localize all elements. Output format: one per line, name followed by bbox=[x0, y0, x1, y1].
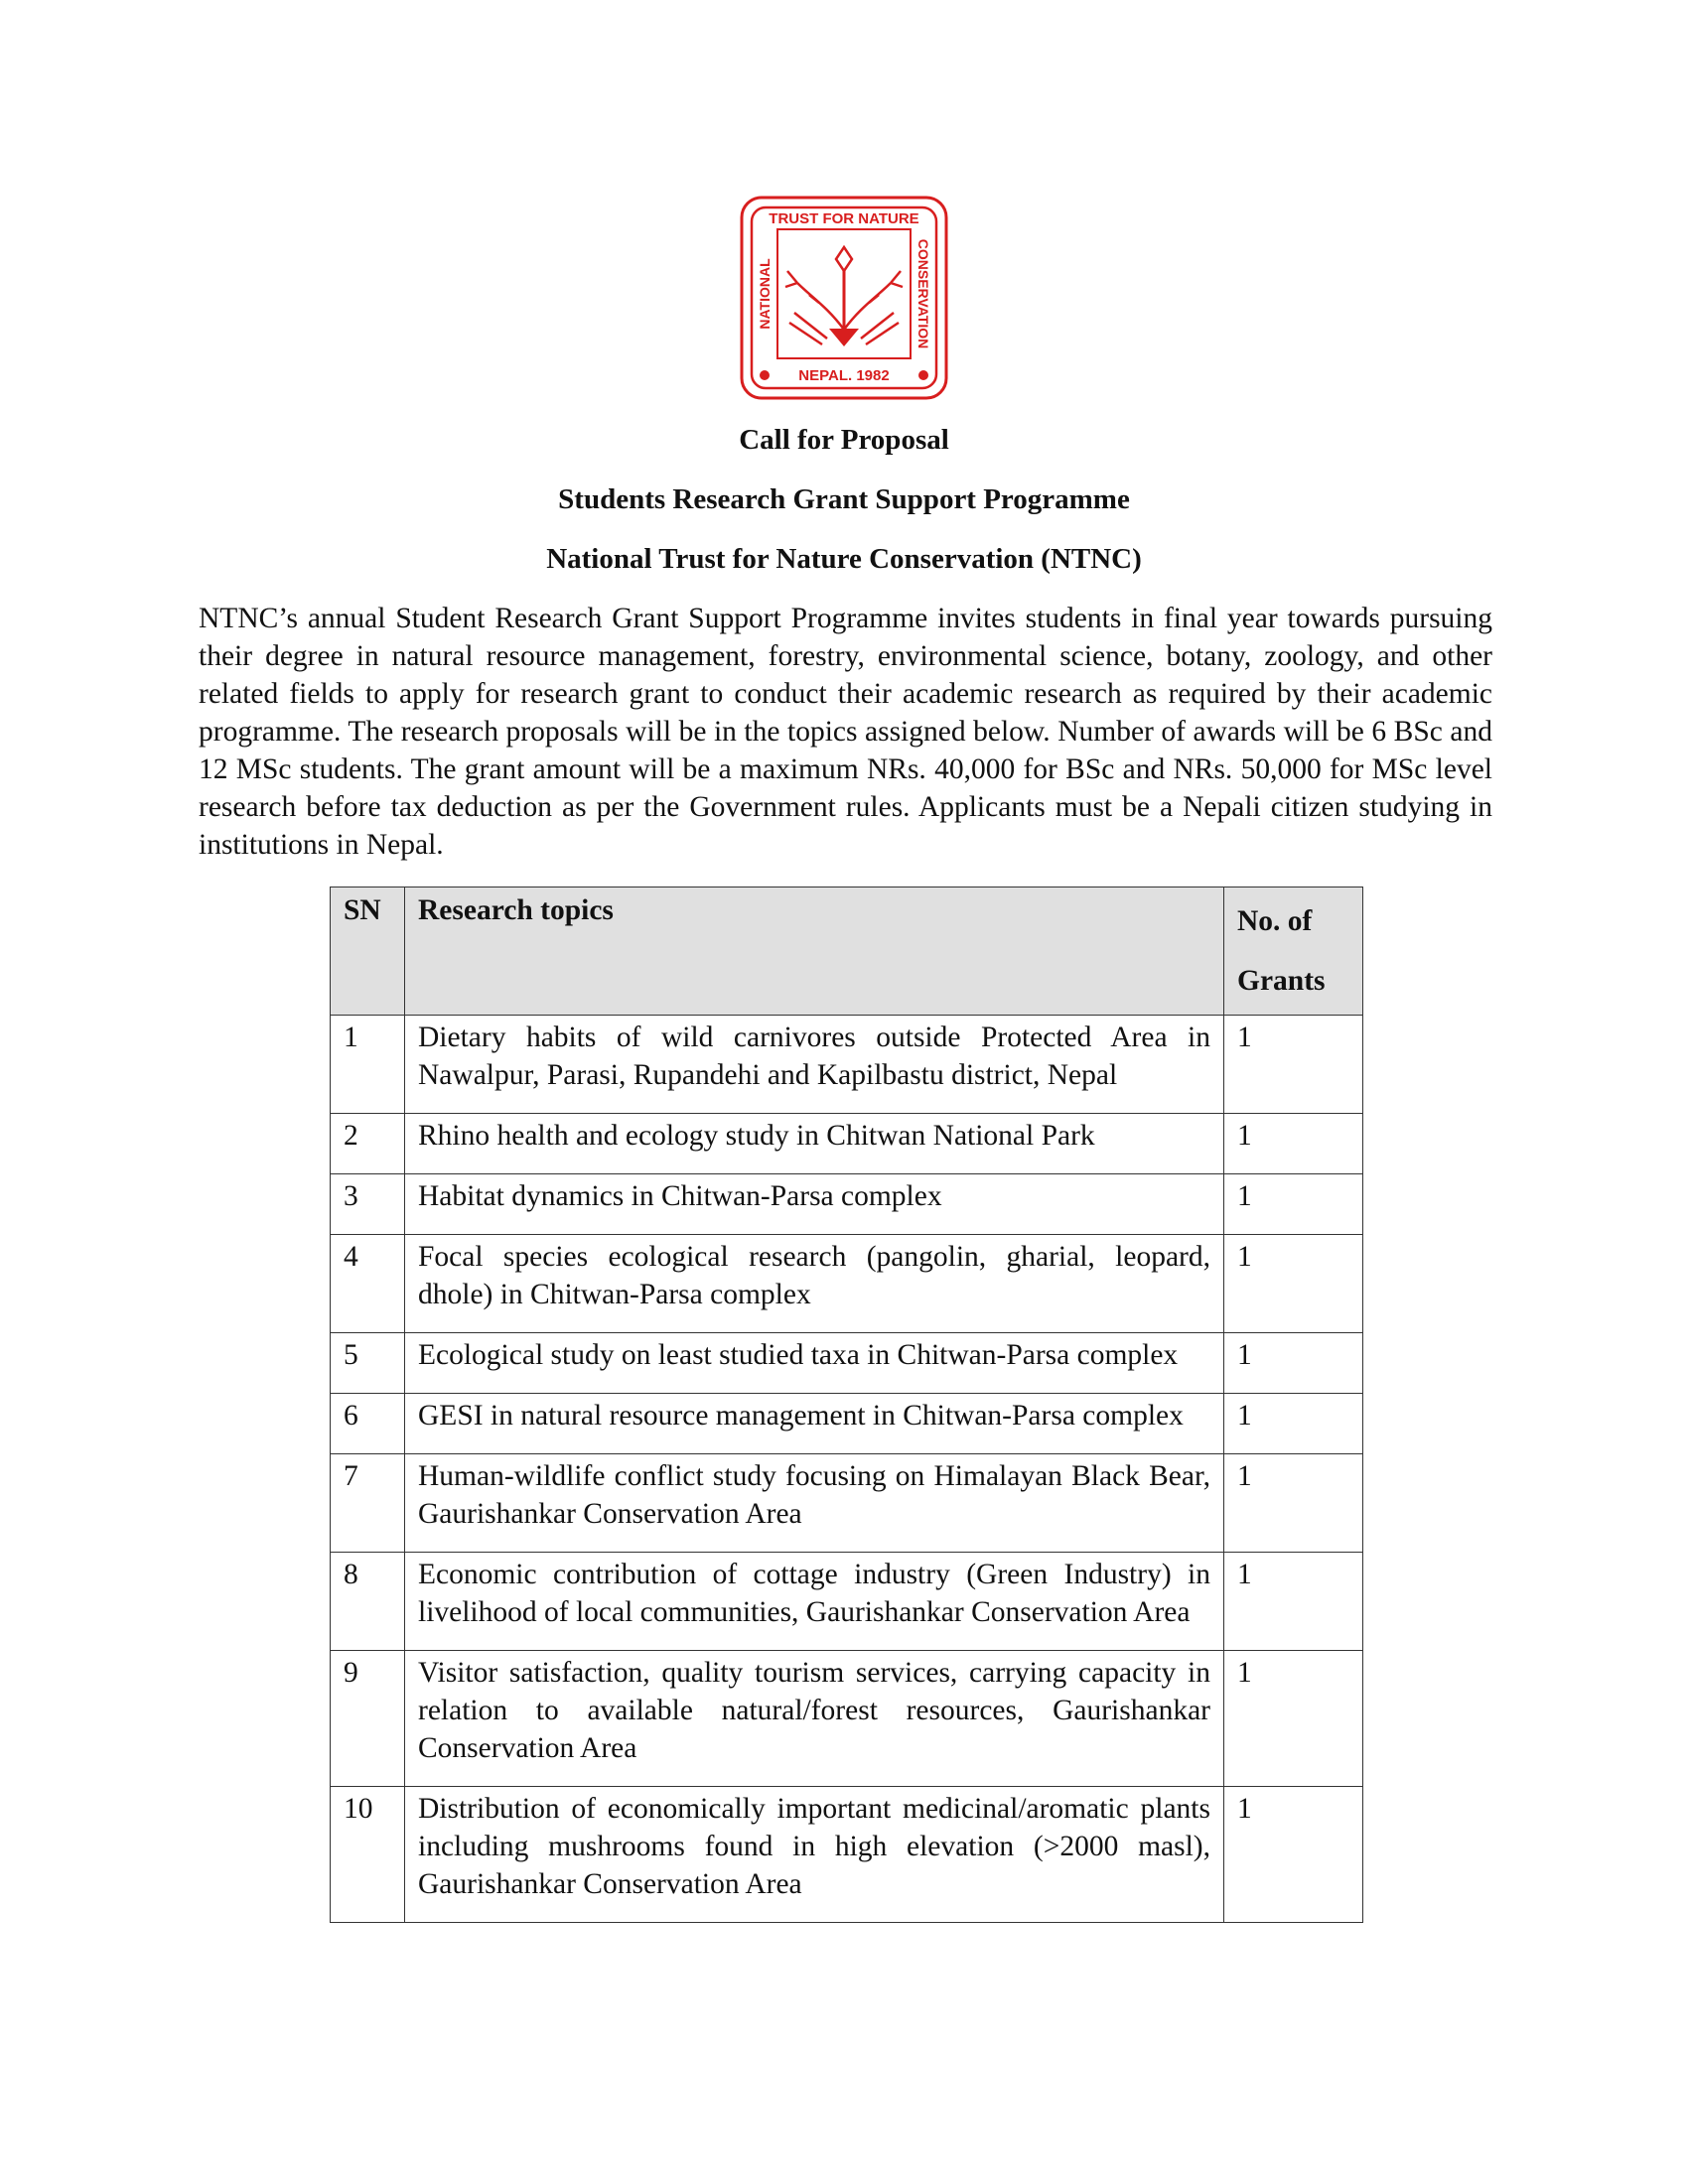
intro-paragraph: NTNC’s annual Student Research Grant Support Programme invites students in final year towards pursuing their degree in natural resource management, forestry, environmental science, botany, zoology, and other related fields to apply for research grant to conduct their academic research as required by their academic programme. The research proposals will be in the topics assigned below. Number of awards will be 6 BSc and 12 MSc students. The grant amount will be a maximum NRs. 40,000 for BSc and NRs. 50,000 for MSc level research before tax deduction as per the Government rules. Applicants must be a Nepali citizen studying in institutions in Nepal. bbox=[199, 603, 1492, 861]
cell-topic: Distribution of economically important medicinal/aromatic plants including mushrooms found in high elevation (>2000 masl), Gaurishankar Conservation Area bbox=[405, 1787, 1224, 1923]
cell-grants: 1 bbox=[1224, 1333, 1363, 1394]
cell-sn: 9 bbox=[331, 1651, 405, 1787]
cell-topic: Rhino health and ecology study in Chitwan National Park bbox=[405, 1114, 1224, 1174]
cell-sn: 10 bbox=[331, 1787, 405, 1923]
table-row bbox=[331, 1114, 1363, 1174]
cell-topic: Ecological study on least studied taxa in Chitwan-Parsa complex bbox=[405, 1333, 1224, 1394]
cell-sn: 2 bbox=[331, 1114, 405, 1174]
cell-sn: 7 bbox=[331, 1454, 405, 1553]
table-row bbox=[331, 1394, 1363, 1454]
cell-sn: 8 bbox=[331, 1553, 405, 1651]
cell-topic: Economic contribution of cottage industry (Green Industry) in livelihood of local communities, Gaurishankar Conservation Area bbox=[405, 1553, 1224, 1651]
cell-grants: 1 bbox=[1224, 1114, 1363, 1174]
header-no-of-grants bbox=[1224, 887, 1363, 1016]
logo-bottom-text: NEPAL. 1982 bbox=[798, 367, 890, 384]
cell-grants: 1 bbox=[1224, 1651, 1363, 1787]
table-header-row bbox=[331, 887, 1363, 1016]
cell-topic: Habitat dynamics in Chitwan-Parsa complex bbox=[405, 1174, 1224, 1235]
organisation-title: National Trust for Nature Conservation (NTNC) bbox=[546, 543, 1142, 575]
cell-grants: 1 bbox=[1224, 1553, 1363, 1651]
ntnc-logo bbox=[740, 196, 948, 400]
cell-grants: 1 bbox=[1224, 1454, 1363, 1553]
cell-grants: 1 bbox=[1224, 1235, 1363, 1333]
table-row bbox=[331, 1333, 1363, 1394]
cell-topic: Dietary habits of wild carnivores outside Protected Area in Nawalpur, Parasi, Rupandehi and Kapilbastu district, Nepal bbox=[405, 1016, 1224, 1114]
cell-sn: 5 bbox=[331, 1333, 405, 1394]
header-grants-line2: Grants bbox=[1237, 965, 1326, 997]
page-title: Call for Proposal bbox=[739, 424, 949, 456]
table-row bbox=[331, 1174, 1363, 1235]
table-row bbox=[331, 1235, 1363, 1333]
cell-topic: Human-wildlife conflict study focusing on Himalayan Black Bear, Gaurishankar Conservation Area bbox=[405, 1454, 1224, 1553]
logo-top-text: TRUST FOR NATURE bbox=[769, 210, 919, 227]
research-topics-table bbox=[330, 887, 1363, 1923]
table-row bbox=[331, 1454, 1363, 1553]
cell-grants: 1 bbox=[1224, 1174, 1363, 1235]
cell-grants: 1 bbox=[1224, 1787, 1363, 1923]
cell-grants: 1 bbox=[1224, 1394, 1363, 1454]
header-sn: SN bbox=[331, 887, 405, 1016]
cell-grants: 1 bbox=[1224, 1016, 1363, 1114]
programme-title: Students Research Grant Support Programme bbox=[558, 483, 1130, 515]
table-row bbox=[331, 1787, 1363, 1923]
cell-sn: 3 bbox=[331, 1174, 405, 1235]
table-row bbox=[331, 1553, 1363, 1651]
logo-right-text: CONSERVATION bbox=[915, 238, 931, 349]
cell-sn: 4 bbox=[331, 1235, 405, 1333]
header-grants-line1: No. of bbox=[1237, 905, 1313, 937]
cell-sn: 6 bbox=[331, 1394, 405, 1454]
logo-left-text: NATIONAL bbox=[757, 258, 773, 330]
table-row bbox=[331, 1651, 1363, 1787]
cell-sn: 1 bbox=[331, 1016, 405, 1114]
cell-topic: Focal species ecological research (pangolin, gharial, leopard, dhole) in Chitwan-Parsa complex bbox=[405, 1235, 1224, 1333]
cell-topic: Visitor satisfaction, quality tourism services, carrying capacity in relation to available natural/forest resources, Gaurishankar Conservation Area bbox=[405, 1651, 1224, 1787]
table-row bbox=[331, 1016, 1363, 1114]
header-research-topics: Research topics bbox=[405, 887, 1224, 1016]
cell-topic: GESI in natural resource management in Chitwan-Parsa complex bbox=[405, 1394, 1224, 1454]
